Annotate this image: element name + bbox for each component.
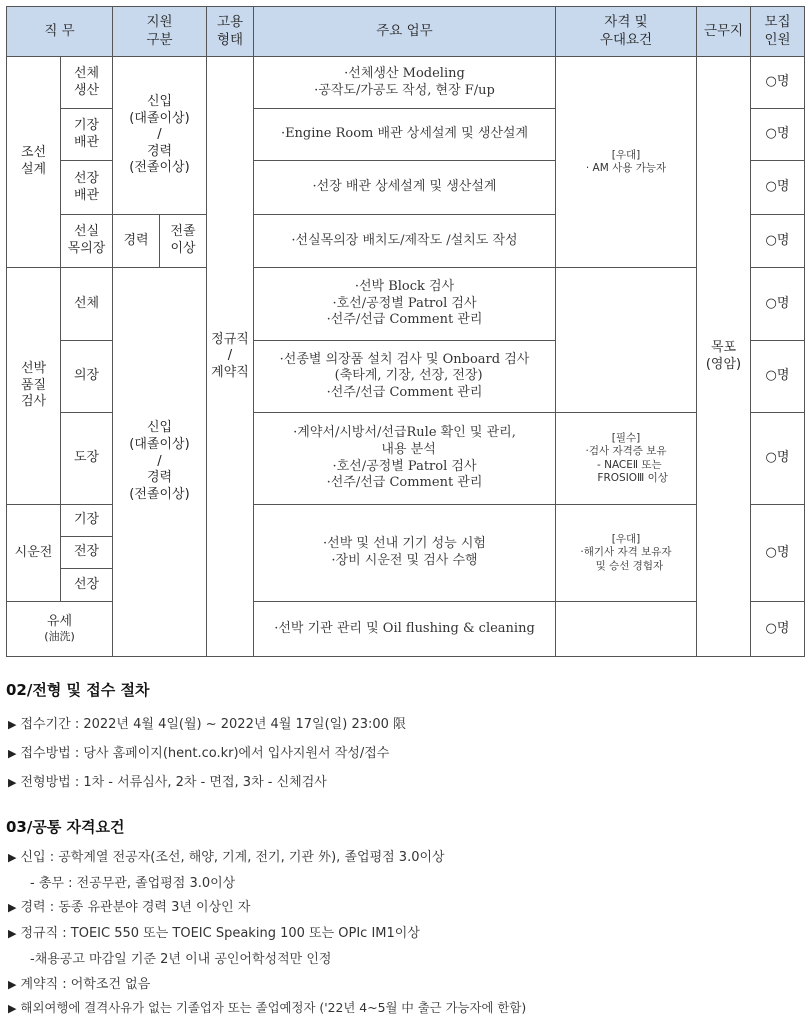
header-support-type: 지원 구분 [113, 7, 207, 57]
list-item: ▶ 경력 : 동종 유관분야 경력 3년 이상인 자 [8, 900, 251, 915]
header-hires: 모집 인원 [751, 7, 805, 57]
hires-count: ○명 [751, 161, 805, 215]
list-subitem: - 총무 : 전공무관, 졸업평점 3.0이상 [30, 876, 236, 891]
list-item: ▶ 계약직 : 어학조건 없음 [8, 977, 151, 992]
hires-count: ○명 [751, 109, 805, 161]
list-item: ▶ 정규직 : TOEIC 550 또는 TOEIC Speaking 100 또는 OPIc IM1이상 [8, 926, 420, 941]
support-type-cell: 신입 (대졸이상) / 경력 (전졸이상) [113, 57, 207, 215]
duty-text: ·선장 배관 상세설계 및 생산설계 [254, 161, 556, 215]
group-shipbuilding-design: 조선 설계 [7, 57, 61, 268]
qualification-empty [556, 268, 697, 413]
hires-count: ○명 [751, 268, 805, 341]
section-title-selection-process: 02/전형 및 접수 절차 [6, 681, 150, 699]
duty-text: ·선체생산 Modeling ·공작도/가공도 작성, 현장 F/up [254, 57, 556, 109]
job-table [6, 6, 805, 657]
hires-count: ○명 [751, 602, 805, 657]
duty-text: ·선박 기관 관리 및 Oil flushing & cleaning [254, 602, 556, 657]
header-duties: 주요 업무 [254, 7, 556, 57]
support-college: 전졸 이상 [160, 215, 207, 268]
hires-count: ○명 [751, 413, 805, 505]
support-type-cell-2: 신입 (대졸이상) / 경력 (전졸이상) [113, 268, 207, 657]
qualification-preferred-mariner: [우대] ·해기사 자격 보유자 및 승선 경험자 [556, 505, 697, 602]
header-job: 직 무 [7, 7, 113, 57]
qualification-empty [556, 602, 697, 657]
duty-text: ·선종별 의장품 설치 검사 및 Onboard 검사 (축타계, 기장, 선장, 전장) ·선주/선급 Comment 관리 [254, 341, 556, 413]
header-employment: 고용 형태 [207, 7, 254, 57]
hires-count: ○명 [751, 505, 805, 602]
hires-count: ○명 [751, 57, 805, 109]
table-row [7, 57, 805, 109]
list-item: ▶ 전형방법 : 1차 - 서류심사, 2차 - 면접, 3차 - 신체검사 [8, 775, 327, 790]
duty-text: ·선실목의장 배치도/제작도 /설치도 작성 [254, 215, 556, 268]
sub-inspection-hull: 선체 [61, 268, 113, 341]
section-title-common-requirements: 03/공통 자격요건 [6, 818, 125, 836]
hires-count: ○명 [751, 341, 805, 413]
group-oil-washing: 유세 (油洗) [7, 602, 113, 657]
table-row [7, 268, 805, 341]
triangle-bullet-icon: ▶ [8, 1002, 17, 1015]
sub-hull-production: 선체 생산 [61, 57, 113, 109]
sub-trial-electric: 전장 [61, 537, 113, 569]
triangle-bullet-icon: ▶ [8, 927, 17, 940]
triangle-bullet-icon: ▶ [8, 747, 17, 760]
triangle-bullet-icon: ▶ [8, 851, 17, 864]
hires-count: ○명 [751, 215, 805, 268]
support-career: 경력 [113, 215, 160, 268]
qualification-preferred-am: [우대] · AM 사용 가능자 [556, 57, 697, 268]
table-header-row [7, 7, 805, 57]
sub-inspection-painting: 도장 [61, 413, 113, 505]
duty-text: ·계약서/시방서/선급Rule 확인 및 관리, 내용 분석 ·호선/공정별 Patrol 검사 ·선주/선급 Comment 관리 [254, 413, 556, 505]
list-item: ▶ 해외여행에 결격사유가 없는 기졸업자 또는 졸업예정자 ('22년 4~5월 中 출근 가능자에 한함) [8, 1000, 527, 1015]
triangle-bullet-icon: ▶ [8, 718, 17, 731]
triangle-bullet-icon: ▶ [8, 776, 17, 789]
sub-trial-deck: 선장 [61, 569, 113, 602]
duty-text: ·Engine Room 배관 상세설계 및 생산설계 [254, 109, 556, 161]
duty-text: ·선박 Block 검사 ·호선/공정별 Patrol 검사 ·선주/선급 Comment 관리 [254, 268, 556, 341]
group-trial-run: 시운전 [7, 505, 61, 602]
qualification-required-cert: [필수] ·검사 자격증 보유 - NACEⅡ 또는 FROSIOⅢ 이상 [556, 413, 697, 505]
sub-deck-piping: 선장 배관 [61, 161, 113, 215]
duty-text: ·선박 및 선내 기기 성능 시험 ·장비 시운전 및 검사 수행 [254, 505, 556, 602]
sub-inspection-outfitting: 의장 [61, 341, 113, 413]
sub-trial-engine: 기장 [61, 505, 113, 537]
triangle-bullet-icon: ▶ [8, 901, 17, 914]
list-item: ▶ 접수기간 : 2022년 4월 4일(월) ~ 2022년 4월 17일(일) 23:00 限 [8, 717, 407, 732]
list-item: ▶ 신입 : 공학계열 전공자(조선, 해양, 기계, 전기, 기관 外), 졸업평점 3.0이상 [8, 850, 445, 865]
triangle-bullet-icon: ▶ [8, 978, 17, 991]
location-cell: 목포 (영암) [697, 57, 751, 657]
sub-machinery-piping: 기장 배관 [61, 109, 113, 161]
list-subitem: -채용공고 마감일 기준 2년 이내 공인어학성적만 인정 [30, 952, 332, 967]
employment-type-cell: 정규직 / 계약직 [207, 57, 254, 657]
header-location: 근무지 [697, 7, 751, 57]
list-item: ▶ 접수방법 : 당사 홈페이지(hent.co.kr)에서 입사지원서 작성/접수 [8, 746, 390, 761]
sub-accommodation: 선실 목의장 [61, 215, 113, 268]
group-ship-quality-inspection: 선박 품질 검사 [7, 268, 61, 505]
header-qualifications: 자격 및 우대요건 [556, 7, 697, 57]
